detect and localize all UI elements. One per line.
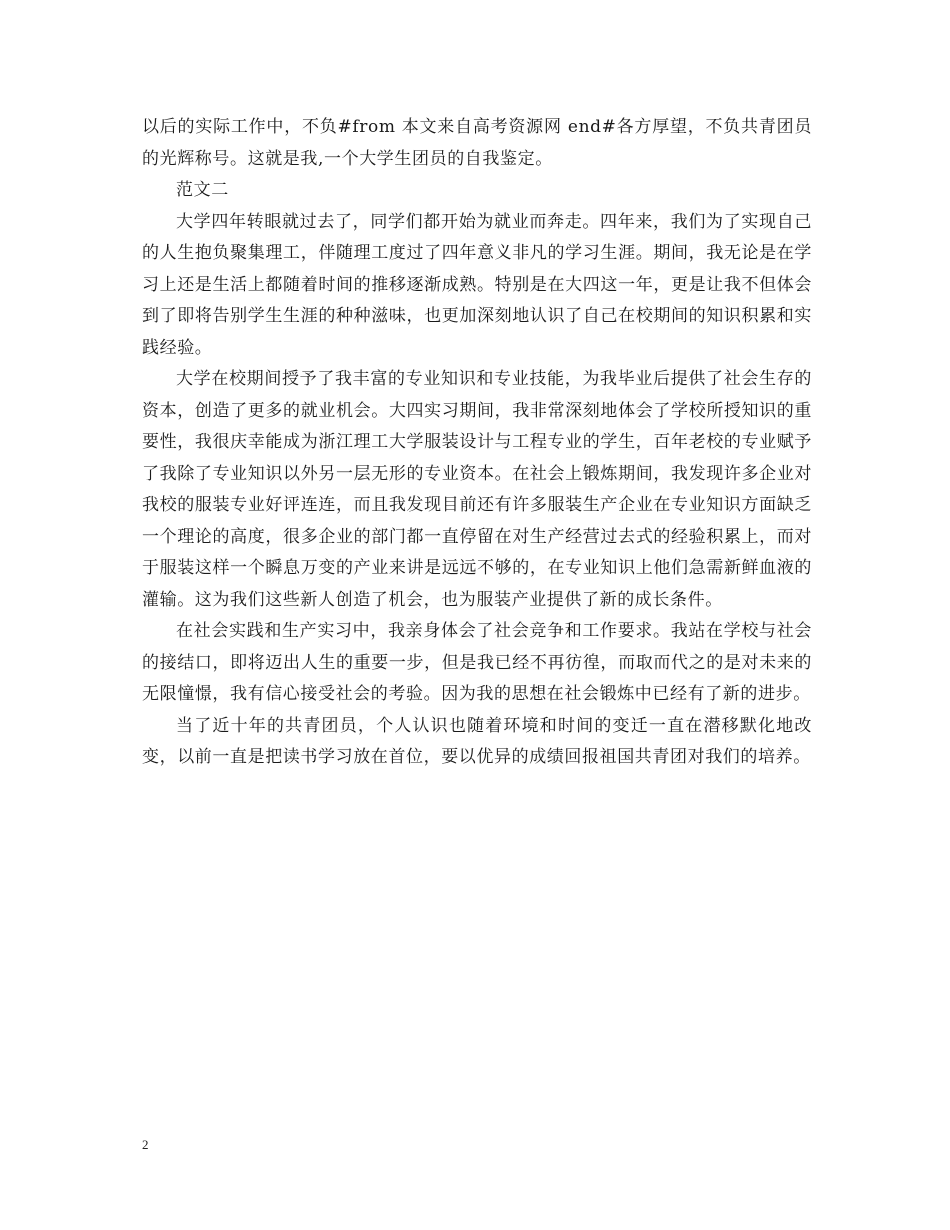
paragraph: 在社会实践和生产实习中，我亲身体会了社会竞争和工作要求。我站在学校与社会的接结口，即将迈出人生的重要一步，但是我已经不再彷徨，而取而代之的是对未来的无限憧憬，我有信心接受社会的考验。因为我的思想在社会锻炼中已经有了新的进步。 bbox=[142, 621, 812, 704]
page-number: 2 bbox=[142, 1137, 149, 1152]
paragraph-continuation: 以后的实际工作中，不负#from 本文来自高考资源网 end#各方厚望，不负共青团员的光辉称号。这就是我,一个大学生团员的自我鉴定。 bbox=[142, 117, 812, 169]
paragraph: 当了近十年的共青团员，个人认识也随着环境和时间的变迁一直在潜移默化地改变，以前一直是把读书学习放在首位，要以优异的成绩回报祖国共青团对我们的培养。 bbox=[142, 715, 812, 767]
paragraph: 大学在校期间授予了我丰富的专业知识和专业技能，为我毕业后提供了社会生存的资本，创造了更多的就业机会。大四实习期间，我非常深刻地体会了学校所授知识的重要性，我很庆幸能成为浙江理工大学服装设计与工程专业的学生，百年老校的专业赋予了我除了专业知识以外另一层无形的专业资本。在社会上锻炼期间，我发现许多企业对我校的服装专业好评连连，而且我发现目前还有许多服装生产企业在专业知识方面缺乏一个理论的高度，很多企业的部门都一直停留在对生产经营过去式的经验积累上，而对于服装这样一个瞬息万变的产业来讲是远远不够的，在专业知识上他们急需新鲜血液的灌输。这为我们这些新人创造了机会，也为服装产业提供了新的成长条件。 bbox=[142, 369, 812, 610]
document-body bbox=[142, 112, 812, 774]
paragraph: 大学四年转眼就过去了，同学们都开始为就业而奔走。四年来，我们为了实现自己的人生抱负聚集理工，伴随理工度过了四年意义非凡的学习生涯。期间，我无论是在学习上还是生活上都随着时间的推移逐渐成熟。特别是在大四这一年，更是让我不但体会到了即将告别学生生涯的种种滋味，也更加深刻地认识了自己在校期间的知识积累和实践经验。 bbox=[142, 211, 812, 358]
section-heading-fanwen-2: 范文二 bbox=[176, 180, 229, 200]
